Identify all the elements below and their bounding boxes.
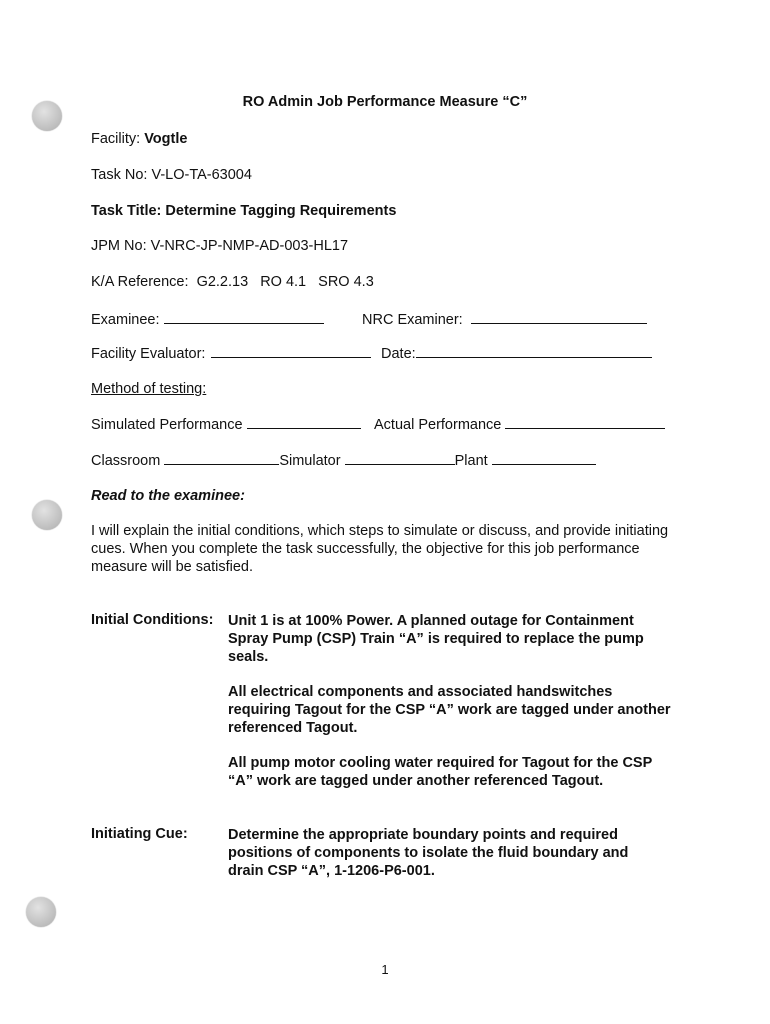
ka-ro-value: RO 4.1 — [260, 274, 307, 290]
facility-evaluator-blank[interactable] — [211, 345, 371, 358]
facility-value: Vogtle — [144, 131, 188, 147]
method-of-testing-heading: Method of testing: — [91, 381, 207, 397]
jpm-no-value: V-NRC-JP-NMP-AD-003-HL17 — [150, 238, 349, 254]
nrc-examiner-field[interactable] — [362, 311, 647, 328]
task-title-value: Determine Tagging Requirements — [165, 203, 397, 219]
initial-conditions-label: Initial Conditions: — [91, 612, 214, 628]
date-blank[interactable] — [416, 345, 652, 358]
nrc-examiner-blank[interactable] — [471, 311, 647, 324]
task-no-label: Task No: — [91, 167, 148, 183]
initiating-cue-label: Initiating Cue: — [91, 826, 188, 842]
page-number: 1 — [381, 962, 389, 977]
ka-sro-value: SRO 4.3 — [318, 274, 374, 290]
ka-reference-value: G2.2.13 — [196, 274, 249, 290]
facility-evaluator-label: Facility Evaluator: — [91, 346, 206, 362]
simulated-performance-label: Simulated Performance — [91, 417, 243, 433]
ka-reference-label: K/A Reference: — [91, 274, 189, 290]
instructions-paragraph: I will explain the initial conditions, which steps to simulate or discuss, and provide initiating cues. When you complete the task successfully, the objective for this job performance measure will be satisfied. — [91, 523, 669, 575]
examinee-field[interactable] — [91, 311, 324, 328]
classroom-label: Classroom — [91, 453, 161, 469]
punch-hole-bottom — [26, 897, 56, 927]
ka-reference-line — [91, 274, 374, 290]
simulator-blank[interactable] — [345, 452, 455, 465]
read-to-examinee-heading: Read to the examinee: — [91, 488, 245, 504]
date-field[interactable] — [381, 345, 652, 362]
facility-evaluator-field[interactable] — [91, 345, 371, 362]
nrc-examiner-label: NRC Examiner: — [362, 312, 463, 328]
simulated-performance-blank[interactable] — [247, 416, 361, 429]
plant-label: Plant — [454, 453, 488, 469]
jpm-no-label: JPM No: — [91, 238, 147, 254]
punch-hole-middle — [32, 500, 62, 530]
classroom-blank[interactable] — [164, 452, 279, 465]
task-title-line — [91, 203, 396, 219]
classroom-field[interactable] — [91, 452, 596, 469]
simulated-performance-field[interactable] — [91, 416, 361, 433]
simulator-label: Simulator — [279, 453, 341, 469]
document-title: RO Admin Job Performance Measure “C” — [242, 94, 528, 110]
task-no-value: V-LO-TA-63004 — [151, 167, 252, 183]
examinee-label: Examinee: — [91, 312, 160, 328]
actual-performance-label: Actual Performance — [374, 417, 502, 433]
initial-condition-3: All pump motor cooling water required for Tagout for the CSP “A” work are tagged under another referenced Tagout. — [228, 755, 653, 789]
plant-blank[interactable] — [492, 452, 596, 465]
task-title-label: Task Title: — [91, 203, 162, 219]
actual-performance-field[interactable] — [374, 416, 665, 433]
examinee-blank[interactable] — [164, 311, 324, 324]
facility-line — [91, 131, 187, 147]
initiating-cue-text: Determine the appropriate boundary points and required positions of components to isolate the fluid boundary and drain CSP “A”, 1-1206-P6-001. — [228, 827, 629, 879]
initial-condition-2: All electrical components and associated handswitches requiring Tagout for the CSP “A” work are tagged under another referenced Tagout. — [228, 684, 671, 736]
date-label: Date: — [381, 346, 416, 362]
initial-condition-1: Unit 1 is at 100% Power. A planned outage for Containment Spray Pump (CSP) Train “A” is required to replace the pump seals. — [228, 613, 644, 665]
task-no-line — [91, 167, 252, 183]
jpm-no-line — [91, 238, 348, 254]
actual-performance-blank[interactable] — [505, 416, 665, 429]
facility-label: Facility: — [91, 131, 141, 147]
